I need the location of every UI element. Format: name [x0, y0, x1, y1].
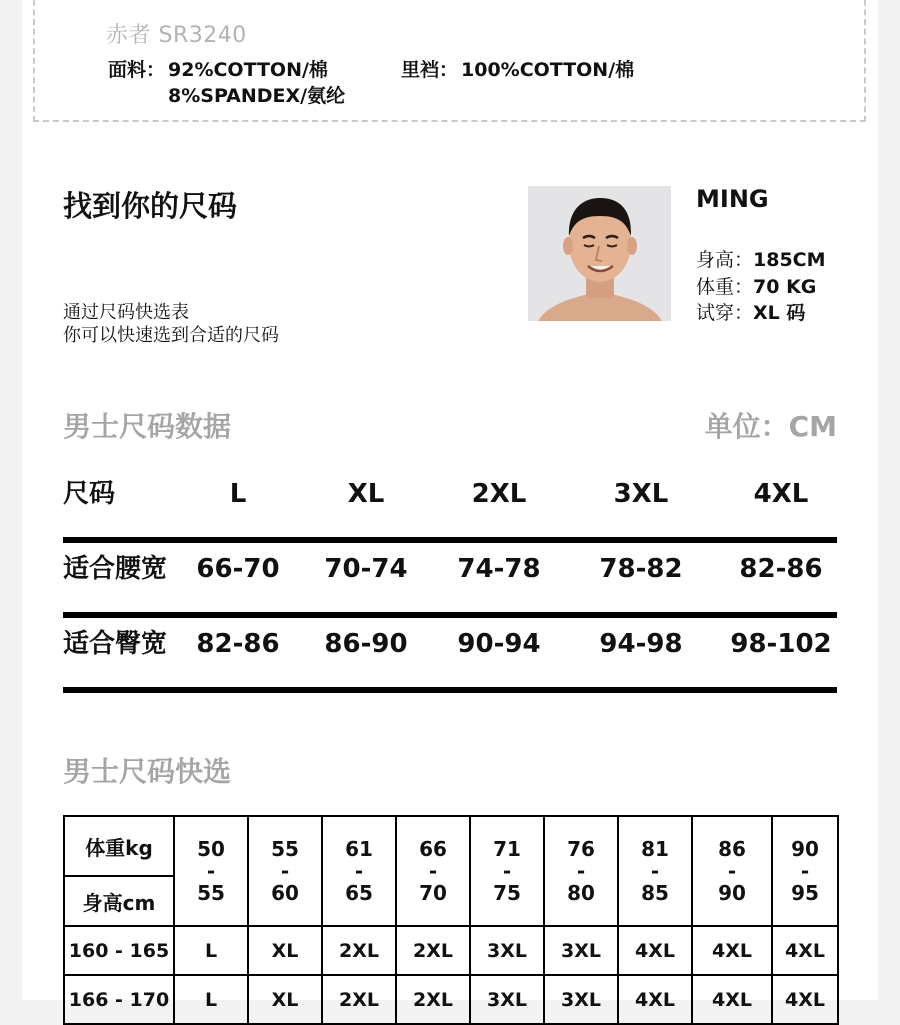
size-data-title: 男士尺码数据 [63, 410, 232, 443]
hip-3xl: 94-98 [599, 629, 683, 659]
height-range: 166 - 170 [64, 975, 174, 1024]
find-size-title: 找到你的尺码 [63, 189, 238, 223]
model-weight-label: 体重： [696, 276, 754, 298]
fabric-composition-spandex: 8%SPANDEX/氨纶 [168, 85, 346, 107]
find-size-subtitle-line2: 你可以快速选到合适的尺码 [63, 325, 279, 346]
weight-range-81-85: 81 - 85 [618, 816, 692, 926]
model-weight-value: 70 KG [753, 276, 817, 298]
waist-l: 66-70 [196, 554, 280, 584]
size-header-label: 尺码 [63, 479, 116, 509]
size-header-3xl: 3XL [613, 479, 669, 509]
height-axis-label: 身高cm [64, 876, 174, 926]
quick-pick-table [63, 815, 839, 1025]
size-cell: 4XL [692, 926, 772, 975]
size-cell: 3XL [544, 926, 618, 975]
size-cell: 3XL [470, 975, 544, 1024]
size-data-table [63, 468, 837, 693]
weight-range-71-75: 71 - 75 [470, 816, 544, 926]
size-header-l: L [229, 479, 247, 509]
size-cell: L [174, 926, 248, 975]
table-divider [63, 687, 837, 693]
weight-range-66-70: 66 - 70 [396, 816, 470, 926]
model-tried-size [696, 298, 805, 325]
model-portrait-icon [528, 186, 671, 321]
size-cell: 2XL [322, 926, 396, 975]
size-cell: 4XL [772, 926, 838, 975]
hip-4xl: 98-102 [730, 629, 832, 659]
quick-pick-title: 男士尺码快选 [63, 755, 232, 788]
size-header-row [63, 468, 837, 543]
waist-4xl: 82-86 [739, 554, 823, 584]
size-cell: XL [248, 975, 322, 1024]
model-name: MING [696, 185, 769, 213]
weight-range-55-60: 55 - 60 [248, 816, 322, 926]
hip-2xl: 90-94 [457, 629, 541, 659]
size-cell: 3XL [544, 975, 618, 1024]
waist-2xl: 74-78 [457, 554, 541, 584]
weight-range-50-55: 50 - 55 [174, 816, 248, 926]
hip-row [63, 618, 837, 693]
model-height-value: 185CM [753, 249, 826, 271]
find-size-subtitle-line1: 通过尺码快选表 [63, 302, 189, 323]
size-cell: 4XL [692, 975, 772, 1024]
waist-3xl: 78-82 [599, 554, 683, 584]
hip-label: 适合臀宽 [63, 629, 168, 659]
height-range: 160 - 165 [64, 926, 174, 975]
weight-range-61-65: 61 - 65 [322, 816, 396, 926]
model-photo [528, 186, 671, 321]
model-weight [696, 272, 816, 299]
size-cell: 4XL [618, 975, 692, 1024]
table-row [64, 926, 838, 975]
size-cell: L [174, 975, 248, 1024]
size-header-xl: XL [347, 479, 385, 509]
fabric-composition-cotton: 92%COTTON/棉 [168, 59, 328, 81]
weight-range-86-90: 86 - 90 [692, 816, 772, 926]
weight-axis-label: 体重kg [64, 816, 174, 876]
fabric-label: 面料： [108, 59, 166, 81]
model-tried-value: XL 码 [753, 302, 806, 324]
size-cell: 2XL [396, 975, 470, 1024]
waist-row [63, 543, 837, 618]
size-cell: 3XL [470, 926, 544, 975]
product-code: 赤者 SR3240 [106, 23, 247, 48]
waist-label: 适合腰宽 [63, 554, 168, 584]
weight-range-90-95: 90 - 95 [772, 816, 838, 926]
model-height [696, 245, 826, 272]
model-height-label: 身高： [696, 249, 754, 271]
hip-xl: 86-90 [324, 629, 408, 659]
weight-range-76-80: 76 - 80 [544, 816, 618, 926]
waist-xl: 70-74 [324, 554, 408, 584]
size-header-2xl: 2XL [471, 479, 527, 509]
model-tried-label: 试穿： [696, 302, 754, 324]
size-cell: 2XL [396, 926, 470, 975]
size-cell: 2XL [322, 975, 396, 1024]
size-cell: 4XL [618, 926, 692, 975]
lining-label: 里裆： [401, 59, 459, 81]
size-cell: XL [248, 926, 322, 975]
lining-composition: 100%COTTON/棉 [461, 59, 635, 81]
hip-l: 82-86 [196, 629, 280, 659]
size-cell: 4XL [772, 975, 838, 1024]
unit-label: 单位：CM [704, 410, 837, 443]
size-header-4xl: 4XL [753, 479, 809, 509]
